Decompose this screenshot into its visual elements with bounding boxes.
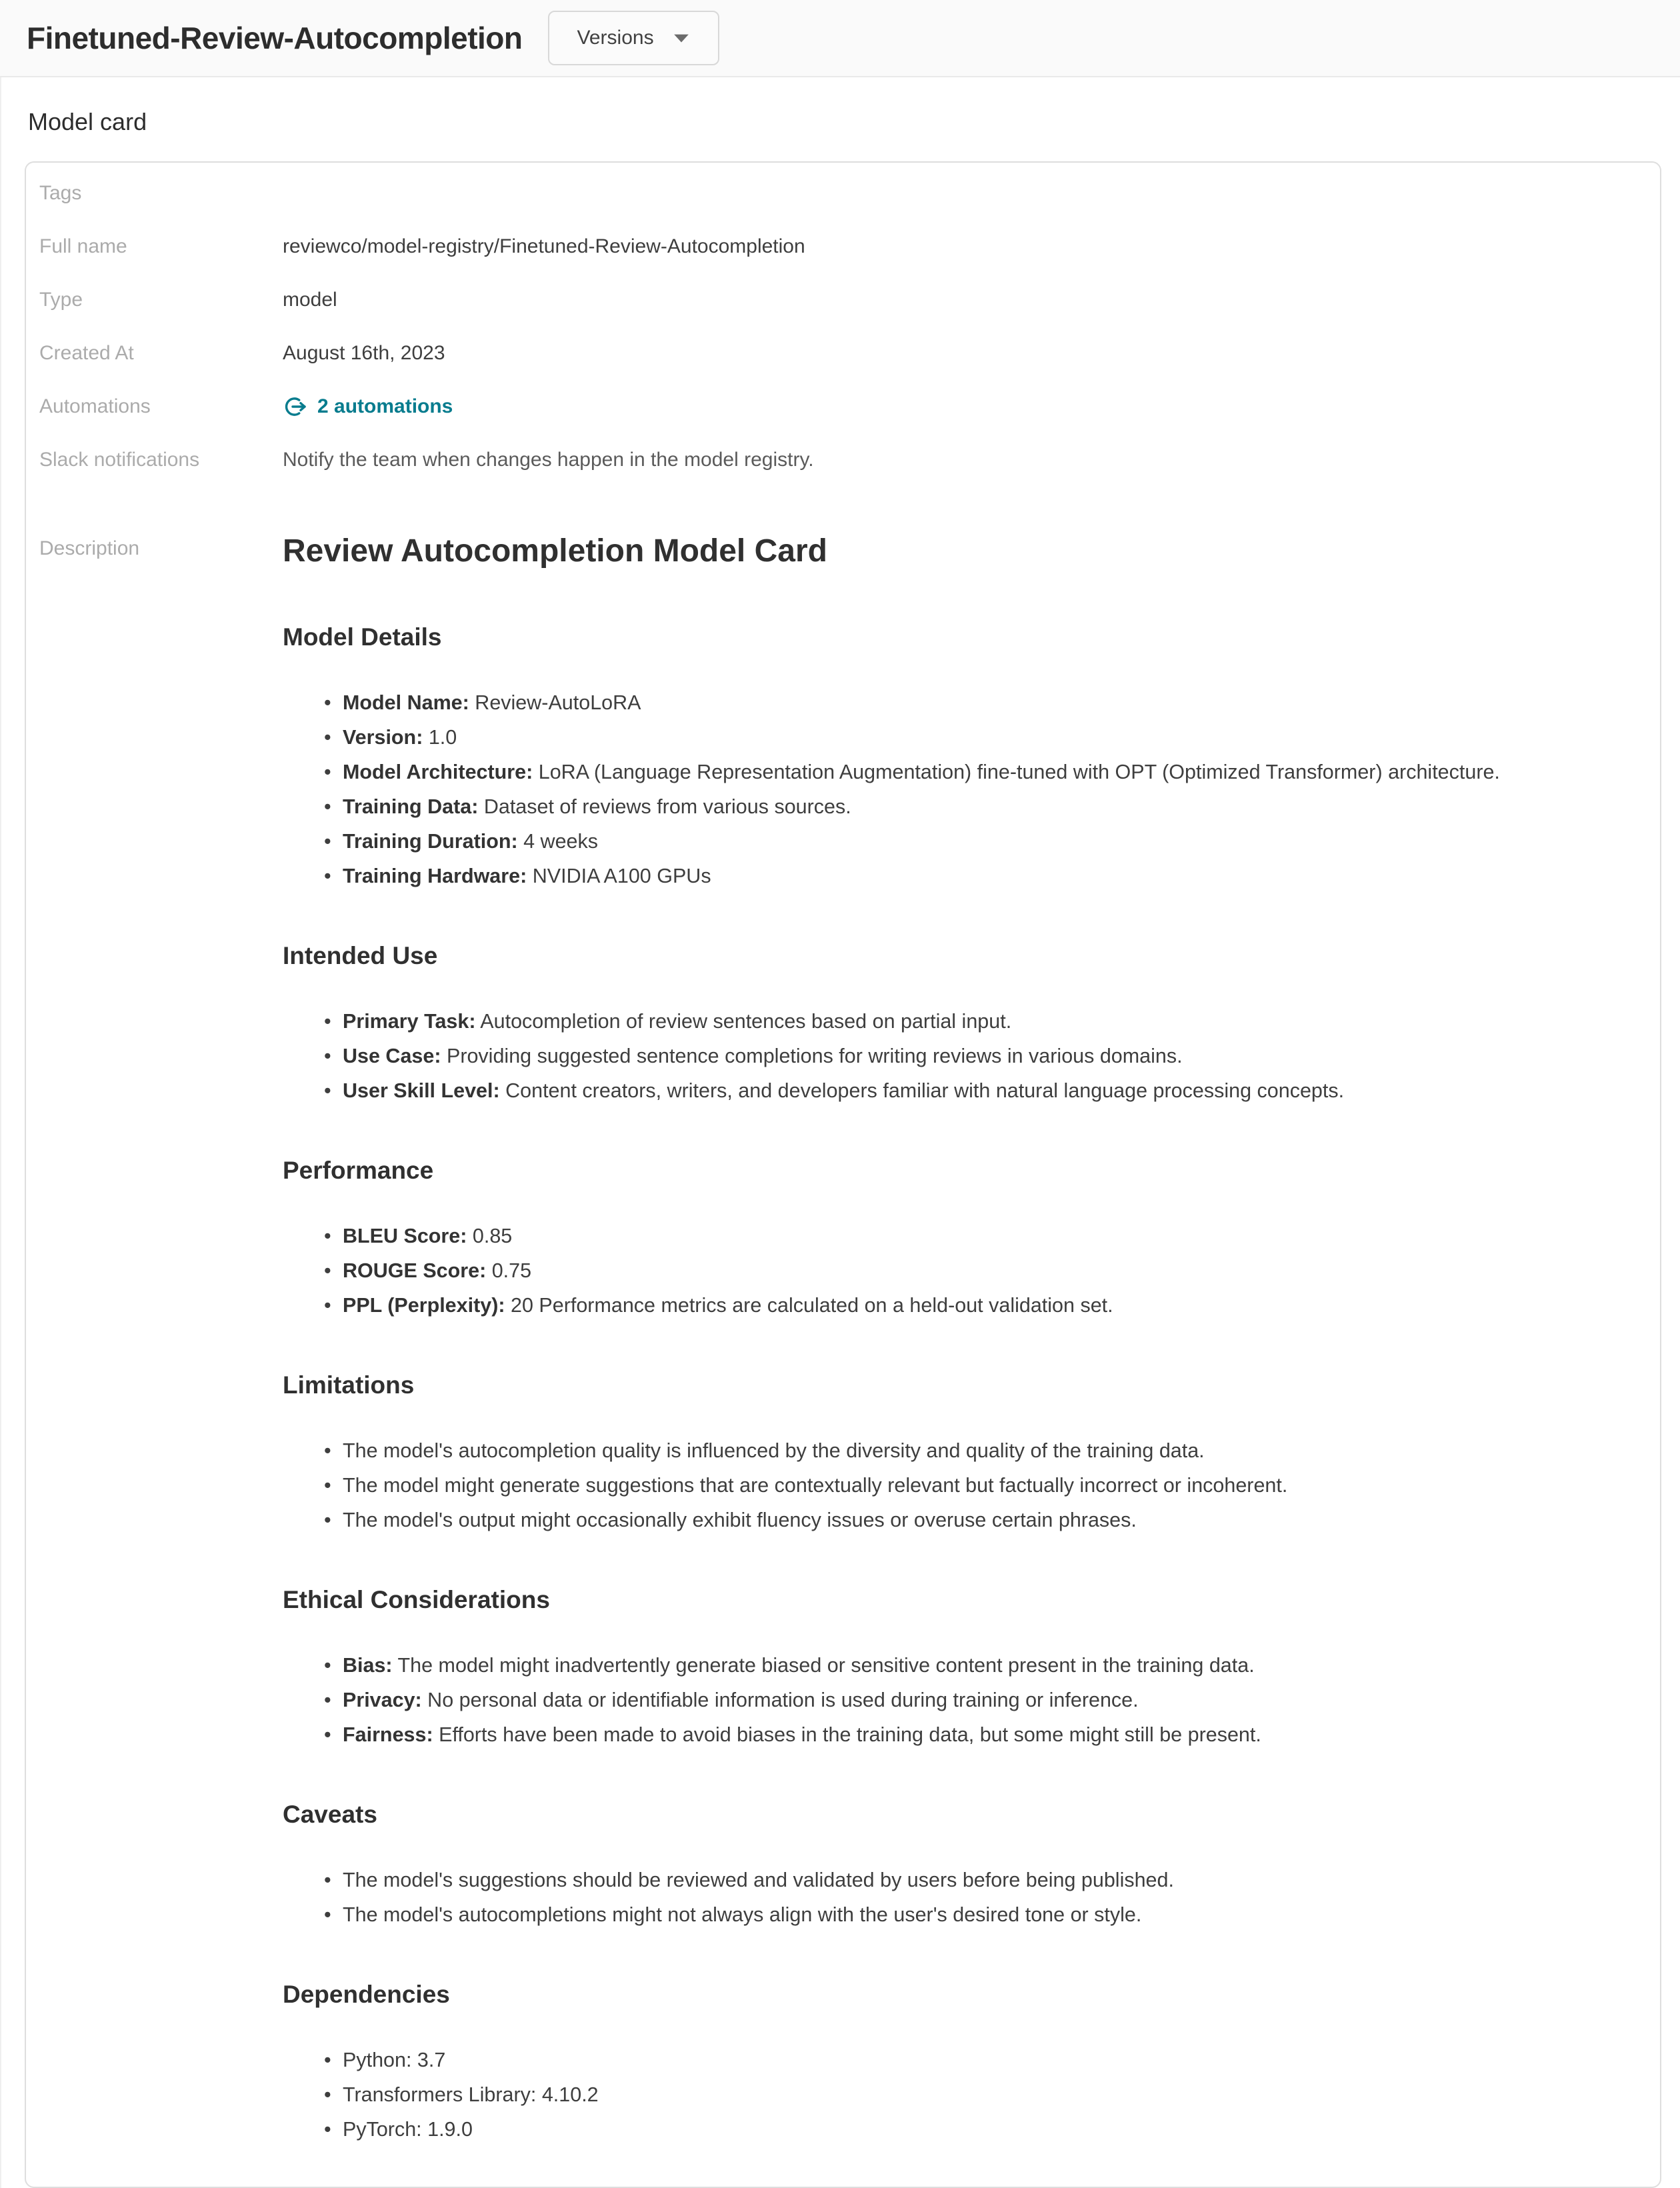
list-item-text: The model's autocompletion quality is influenced by the diversity and quality of the training data. bbox=[343, 1439, 1205, 1462]
list-item-text: Transformers Library: 4.10.2 bbox=[343, 2083, 599, 2106]
list-item bbox=[343, 859, 1633, 893]
section-heading: Caveats bbox=[283, 1801, 377, 1828]
bullet-list bbox=[283, 1219, 1633, 1323]
field-label: Description bbox=[39, 537, 140, 559]
list-item-text: The model might generate suggestions that are contextually relevant but factually incorrect or incoherent. bbox=[343, 1474, 1288, 1497]
list-item-text: LoRA (Language Representation Augmentation) fine-tuned with OPT (Optimized Transformer) architecture. bbox=[533, 761, 1500, 783]
list-item bbox=[343, 1253, 1633, 1288]
list-item-term: Use Case: bbox=[343, 1045, 441, 1067]
list-item-term: Training Duration: bbox=[343, 830, 518, 853]
list-item-term: Primary Task: bbox=[343, 1010, 476, 1033]
list-item-text: Autocompletion of review sentences based on partial input. bbox=[475, 1010, 1012, 1033]
list-item-text: No personal data or identifiable information is used during training or inference. bbox=[421, 1689, 1139, 1711]
list-item bbox=[343, 2077, 1633, 2112]
field-value: model bbox=[283, 289, 337, 311]
chevron-down-icon bbox=[673, 33, 690, 43]
list-item-term: Model Name: bbox=[343, 691, 469, 714]
automation-icon bbox=[283, 395, 307, 419]
field-row-created-at bbox=[39, 327, 1633, 380]
versions-button-label: Versions bbox=[577, 27, 654, 49]
list-item bbox=[343, 1073, 1633, 1108]
list-item-term: Model Architecture: bbox=[343, 761, 533, 783]
list-item bbox=[343, 1039, 1633, 1073]
bullet-list bbox=[283, 1004, 1633, 1108]
bullet-list bbox=[283, 1863, 1633, 1932]
list-item bbox=[343, 824, 1633, 859]
list-item-term: User Skill Level: bbox=[343, 1079, 500, 1102]
field-label: Slack notifications bbox=[39, 449, 200, 471]
list-item-text: The model's suggestions should be reviewed and validated by users before being published. bbox=[343, 1869, 1174, 1891]
list-item-text: NVIDIA A100 GPUs bbox=[527, 865, 711, 887]
automations-link[interactable] bbox=[283, 395, 453, 419]
field-value: August 16th, 2023 bbox=[283, 342, 445, 364]
list-item bbox=[343, 1717, 1633, 1752]
list-item-text: PyTorch: 1.9.0 bbox=[343, 2118, 473, 2141]
page-header bbox=[0, 0, 1680, 77]
list-item bbox=[343, 685, 1633, 720]
list-item-term: Privacy: bbox=[343, 1689, 422, 1711]
field-row-tags bbox=[39, 167, 1633, 220]
list-item-text: Dataset of reviews from various sources. bbox=[478, 795, 851, 818]
field-label: Automations bbox=[39, 395, 151, 417]
field-row-description bbox=[39, 528, 1633, 2147]
bullet-list bbox=[283, 1648, 1633, 1752]
list-item bbox=[343, 1433, 1633, 1468]
list-item-text: Python: 3.7 bbox=[343, 2049, 446, 2071]
list-item bbox=[343, 2112, 1633, 2147]
field-label: Type bbox=[39, 289, 83, 311]
field-value: reviewco/model-registry/Finetuned-Review-Autocompletion bbox=[283, 235, 805, 257]
list-item bbox=[343, 1503, 1633, 1537]
section-heading: Limitations bbox=[283, 1371, 415, 1399]
list-item-text: 20 Performance metrics are calculated on a held-out validation set. bbox=[505, 1294, 1113, 1317]
model-card-section-title: Model card bbox=[28, 108, 147, 135]
list-item-term: Fairness: bbox=[343, 1723, 433, 1746]
field-row-type bbox=[39, 273, 1633, 327]
list-item-text: Content creators, writers, and developers familiar with natural language processing concepts. bbox=[499, 1079, 1345, 1102]
list-item-term: BLEU Score: bbox=[343, 1225, 467, 1247]
model-card-panel bbox=[25, 161, 1661, 2188]
document-title: Review Autocompletion Model Card bbox=[283, 533, 827, 569]
main-content bbox=[0, 77, 1680, 2188]
list-item-term: Bias: bbox=[343, 1654, 393, 1677]
page-title: Finetuned-Review-Autocompletion bbox=[27, 21, 523, 55]
bullet-list bbox=[283, 2043, 1633, 2147]
list-item-text: 0.85 bbox=[467, 1225, 513, 1247]
model-card-document bbox=[283, 528, 1633, 2147]
list-item-text: The model's autocompletions might not always align with the user's desired tone or style. bbox=[343, 1903, 1142, 1926]
list-item bbox=[343, 789, 1633, 824]
automations-link-label: 2 automations bbox=[317, 395, 453, 417]
list-item-text: Providing suggested sentence completions for writing reviews in various domains. bbox=[441, 1045, 1183, 1067]
list-item-text: The model's output might occasionally exhibit fluency issues or overuse certain phrases. bbox=[343, 1509, 1137, 1531]
list-item bbox=[343, 2043, 1633, 2077]
list-item bbox=[343, 1897, 1633, 1932]
list-item-text: 1.0 bbox=[423, 726, 457, 749]
list-item-text: Review-AutoLoRA bbox=[469, 691, 641, 714]
list-item bbox=[343, 1863, 1633, 1897]
list-item-term: Version: bbox=[343, 726, 423, 749]
list-item bbox=[343, 1683, 1633, 1717]
field-row-slack-notifications bbox=[39, 433, 1633, 487]
list-item-text: 4 weeks bbox=[517, 830, 599, 853]
section-heading: Intended Use bbox=[283, 942, 438, 969]
list-item bbox=[343, 720, 1633, 755]
section-heading: Ethical Considerations bbox=[283, 1586, 550, 1613]
list-item-text: The model might inadvertently generate biased or sensitive content present in the training data. bbox=[392, 1654, 1255, 1677]
field-value: Notify the team when changes happen in the model registry. bbox=[283, 449, 814, 471]
versions-button[interactable] bbox=[548, 11, 719, 65]
list-item-term: PPL (Perplexity): bbox=[343, 1294, 505, 1317]
bullet-list bbox=[283, 685, 1633, 893]
list-item-term: Training Data: bbox=[343, 795, 479, 818]
list-item bbox=[343, 1468, 1633, 1503]
section-heading: Dependencies bbox=[283, 1981, 450, 2008]
list-item bbox=[343, 1219, 1633, 1253]
list-item-text: Efforts have been made to avoid biases in the training data, but some might still be present. bbox=[433, 1723, 1261, 1746]
list-item bbox=[343, 1004, 1633, 1039]
list-item-text: 0.75 bbox=[486, 1259, 532, 1282]
field-row-automations bbox=[39, 380, 1633, 433]
field-row-full-name bbox=[39, 220, 1633, 273]
list-item bbox=[343, 755, 1633, 789]
section-heading: Model Details bbox=[283, 623, 442, 651]
field-label: Full name bbox=[39, 235, 127, 257]
list-item-term: ROUGE Score: bbox=[343, 1259, 487, 1282]
bullet-list bbox=[283, 1433, 1633, 1537]
field-label: Tags bbox=[39, 182, 82, 204]
list-item bbox=[343, 1288, 1633, 1323]
section-heading: Performance bbox=[283, 1157, 434, 1184]
field-label: Created At bbox=[39, 342, 134, 364]
list-item-term: Training Hardware: bbox=[343, 865, 527, 887]
list-item bbox=[343, 1648, 1633, 1683]
